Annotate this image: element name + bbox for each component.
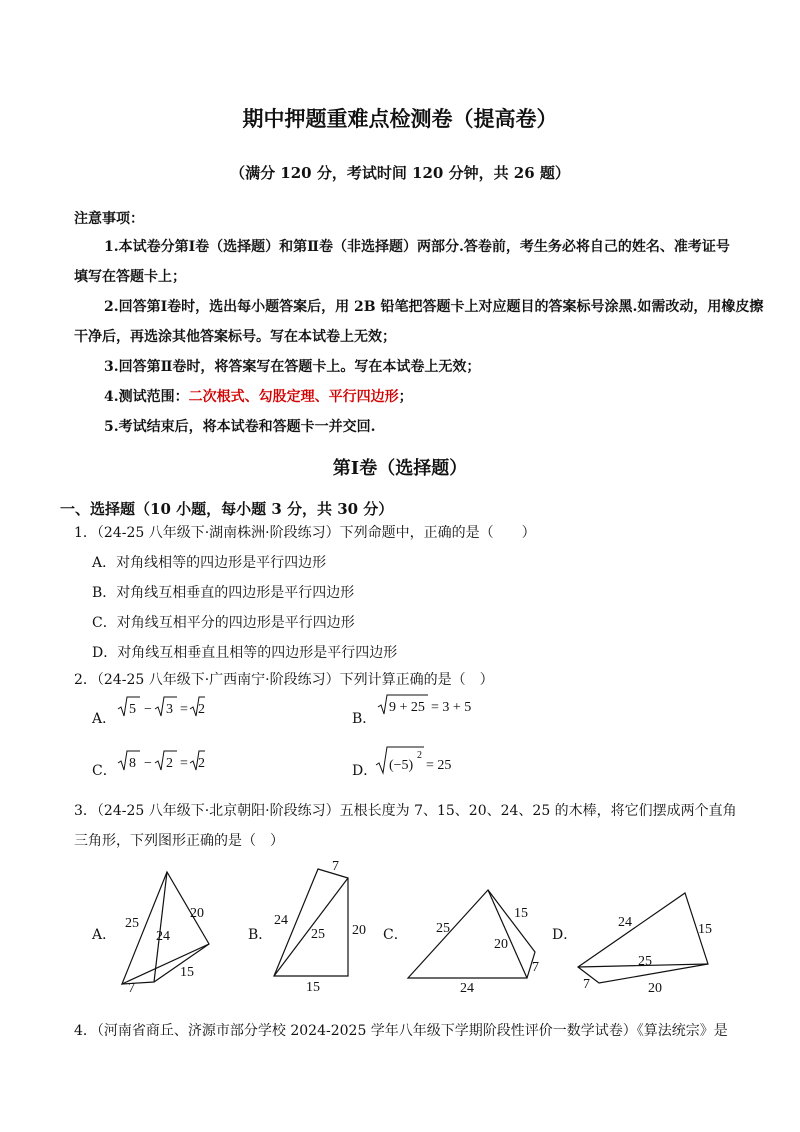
q3-b-label-25: 25 (311, 927, 325, 942)
notice-item-1-line-1: 1.本试卷分第Ⅰ卷（选择题）和第Ⅱ卷（非选择题）两部分.答卷前，考生务必将自己的姓名、准考证号 (104, 239, 730, 255)
notice-item-2-line-1: 2.回答第Ⅰ卷时，选出每小题答案后，用 2B 铅笔把答题卡上对应题目的答案标号涂黑.如需改动，用橡皮擦 (104, 299, 764, 315)
page-subtitle: （满分 120 分，考试时间 120 分钟，共 26 题） (230, 164, 570, 182)
notice-item-3: 3.回答第Ⅱ卷时，将答案写在答题卡上。写在本试卷上无效； (104, 359, 481, 375)
notice-heading: 注意事项： (74, 211, 144, 227)
q1-stem: 1．（24-25 八年级下·湖南株洲·阶段练习）下列命题中，正确的是（ ） (74, 525, 536, 541)
q2-b-rhs: = 3 + 5 (431, 700, 472, 715)
q2-a-radicand-2: 3 (166, 702, 173, 717)
q3-figure-a-label: A． (92, 927, 117, 943)
q3-a-label-15: 15 (180, 965, 194, 980)
q3-figure-b (266, 856, 376, 996)
q2-d-radicand: (−5) (389, 758, 414, 773)
section-title: 第Ⅰ卷（选择题） (332, 458, 468, 479)
q2-a-radicand-3: 2 (198, 702, 205, 717)
q1-option-b: B．对角线互相垂直的四边形是平行四边形 (92, 585, 355, 601)
q3-c-label-20: 20 (494, 937, 508, 952)
q3-c-label-24: 24 (460, 981, 474, 995)
q1-option-d: D．对角线互相垂直且相等的四边形是平行四边形 (92, 645, 398, 661)
q3-figure-b-label: B． (248, 927, 273, 943)
q2-stem: 2．（24-25 八年级下·广西南宁·阶段练习）下列计算正确的是（ ） (74, 672, 494, 688)
q3-figure-d-label: D． (552, 927, 578, 943)
q3-b-label-7: 7 (332, 859, 339, 874)
q1-option-c: C．对角线互相平分的四边形是平行四边形 (92, 615, 355, 631)
q3-figure-d (570, 888, 720, 1000)
q2-c-radicand-1: 8 (129, 756, 136, 771)
test-range: 二次根式、勾股定理、平行四边形 (188, 389, 399, 405)
q2-option-a-formula (116, 694, 206, 720)
svg-text:=: = (180, 702, 188, 717)
q2-c-radicand-2: 2 (166, 756, 173, 771)
notice-item-2-line-2: 干净后，再选涂其他答案标号。写在本试卷上无效； (74, 329, 396, 345)
q3-d-label-15: 15 (698, 922, 712, 937)
q3-a-label-25: 25 (125, 916, 139, 931)
q2-option-d-formula (374, 744, 464, 776)
q3-b-label-24: 24 (274, 913, 288, 928)
q3-a-label-24: 24 (156, 929, 170, 944)
q4-stem: 4．（河南省商丘、济源市部分学校 2024-2025 学年八年级下学期阶段性评价一数学试卷）《算法统宗》是 (74, 1023, 728, 1039)
q3-stem-line-2: 三角形，下列图形正确的是（ ） (74, 833, 284, 849)
q3-d-label-7: 7 (583, 977, 590, 992)
q2-option-b-label: B． (352, 711, 377, 727)
q2-option-d-label: D． (352, 763, 378, 779)
q2-c-radicand-3: 2 (198, 756, 205, 771)
q3-c-label-7: 7 (532, 960, 539, 975)
q3-a-label-20: 20 (190, 906, 204, 921)
notice-item-5: 5.考试结束后，将本试卷和答题卡一并交回. (104, 419, 376, 435)
q3-c-label-25: 25 (436, 921, 450, 936)
q3-figure-a (112, 864, 222, 994)
notice-item-4-prefix: 4.测试范围： (104, 389, 189, 405)
q3-figure-c (402, 880, 552, 995)
q3-figure-c-label: C． (383, 927, 408, 943)
notice-item-4-suffix: ； (398, 389, 413, 405)
q3-b-label-20: 20 (352, 923, 366, 938)
page-title: 期中押题重难点检测卷（提高卷） (242, 106, 558, 131)
q1-option-a: A．对角线相等的四边形是平行四边形 (92, 555, 327, 571)
q2-a-radicand-1: 5 (129, 702, 136, 717)
q3-d-label-25: 25 (638, 954, 652, 969)
q3-stem-line-1: 3．（24-25 八年级下·北京朝阳·阶段练习）五根长度为 7、15、20、24、25 的木棒，将它们摆成两个直角 (74, 803, 737, 819)
q2-option-c-label: C． (92, 763, 117, 779)
q3-d-label-20: 20 (648, 981, 662, 996)
q2-d-exponent: 2 (417, 750, 422, 761)
notice-item-4 (104, 386, 413, 406)
q2-option-c-formula (116, 748, 206, 774)
svg-text:=: = (180, 756, 188, 771)
part-title: 一、选择题（10 小题，每小题 3 分，共 30 分） (60, 500, 394, 518)
q3-d-label-24: 24 (618, 915, 632, 930)
q3-c-label-15: 15 (514, 906, 528, 921)
q2-option-b-formula (376, 692, 486, 718)
q3-b-label-15: 15 (306, 980, 320, 995)
q2-option-a-label: A． (92, 711, 117, 727)
svg-text:−: − (144, 702, 152, 717)
q3-a-label-7: 7 (128, 981, 135, 994)
svg-text:−: − (144, 756, 152, 771)
q2-d-rhs: = 25 (426, 758, 452, 773)
notice-item-1-line-2: 填写在答题卡上； (74, 269, 186, 285)
q2-b-radicand: 9 + 25 (389, 700, 425, 715)
